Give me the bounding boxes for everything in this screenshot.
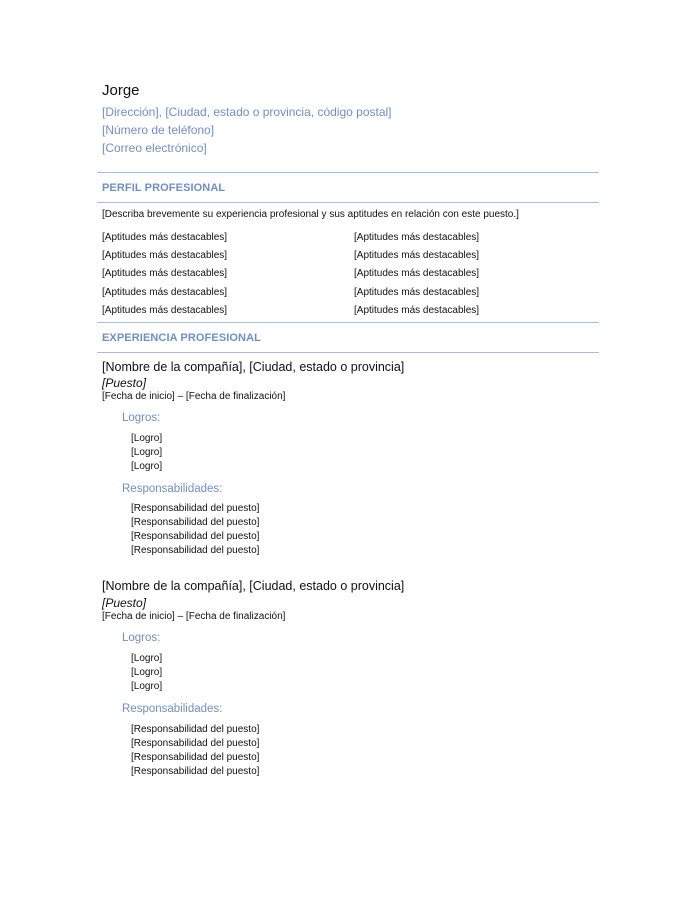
section-divider [97, 202, 599, 203]
skill-item: [Aptitudes más destacables] [354, 268, 480, 279]
responsibility-item: [Responsabilidad del puesto] [131, 545, 260, 556]
skill-item: [Aptitudes más destacables] [354, 232, 480, 243]
responsibility-item: [Responsabilidad del puesto] [131, 531, 260, 542]
responsibility-item: [Responsabilidad del puesto] [131, 738, 260, 749]
achievement-item: [Logro] [131, 433, 163, 444]
job-position: [Puesto] [102, 376, 147, 390]
skill-item: [Aptitudes más destacables] [102, 232, 228, 243]
responsibility-item: [Responsabilidad del puesto] [131, 503, 260, 514]
section-divider [97, 322, 599, 323]
achievement-item: [Logro] [131, 447, 163, 458]
resume-name: Jorge [102, 82, 140, 99]
achievements-label: Logros: [122, 412, 161, 424]
job-company: [Nombre de la compañía], [Ciudad, estado o provincia] [102, 579, 405, 593]
responsibility-item: [Responsabilidad del puesto] [131, 517, 260, 528]
address-line: [Dirección], [Ciudad, estado o provincia, código postal] [102, 105, 392, 119]
achievement-item: [Logro] [131, 681, 163, 692]
achievement-item: [Logro] [131, 667, 163, 678]
skill-item: [Aptitudes más destacables] [354, 305, 480, 316]
job-position: [Puesto] [102, 596, 147, 610]
job-company: [Nombre de la compañía], [Ciudad, estado o provincia] [102, 360, 405, 374]
skill-item: [Aptitudes más destacables] [354, 250, 480, 261]
phone-line: [Número de teléfono] [102, 123, 215, 137]
skill-item: [Aptitudes más destacables] [102, 250, 228, 261]
responsibility-item: [Responsabilidad del puesto] [131, 724, 260, 735]
skill-item: [Aptitudes más destacables] [102, 268, 228, 279]
responsibility-item: [Responsabilidad del puesto] [131, 766, 260, 777]
email-line: [Correo electrónico] [102, 141, 207, 155]
achievement-item: [Logro] [131, 653, 163, 664]
achievement-item: [Logro] [131, 461, 163, 472]
achievements-label: Logros: [122, 632, 161, 644]
skill-item: [Aptitudes más destacables] [354, 287, 480, 298]
skill-item: [Aptitudes más destacables] [102, 287, 228, 298]
job-dates: [Fecha de inicio] – [Fecha de finalización] [102, 391, 286, 402]
responsibilities-label: Responsabilidades: [122, 483, 223, 495]
job-dates: [Fecha de inicio] – [Fecha de finalización] [102, 611, 286, 622]
profile-section-title: PERFIL PROFESIONAL [102, 182, 226, 194]
skill-item: [Aptitudes más destacables] [102, 305, 228, 316]
experience-section-title: EXPERIENCIA PROFESIONAL [102, 332, 261, 344]
section-divider [97, 352, 599, 353]
responsibilities-label: Responsabilidades: [122, 703, 223, 715]
section-divider [97, 172, 599, 173]
responsibility-item: [Responsabilidad del puesto] [131, 752, 260, 763]
profile-description: [Describa brevemente su experiencia profesional y sus aptitudes en relación con este puesto.] [102, 209, 519, 220]
